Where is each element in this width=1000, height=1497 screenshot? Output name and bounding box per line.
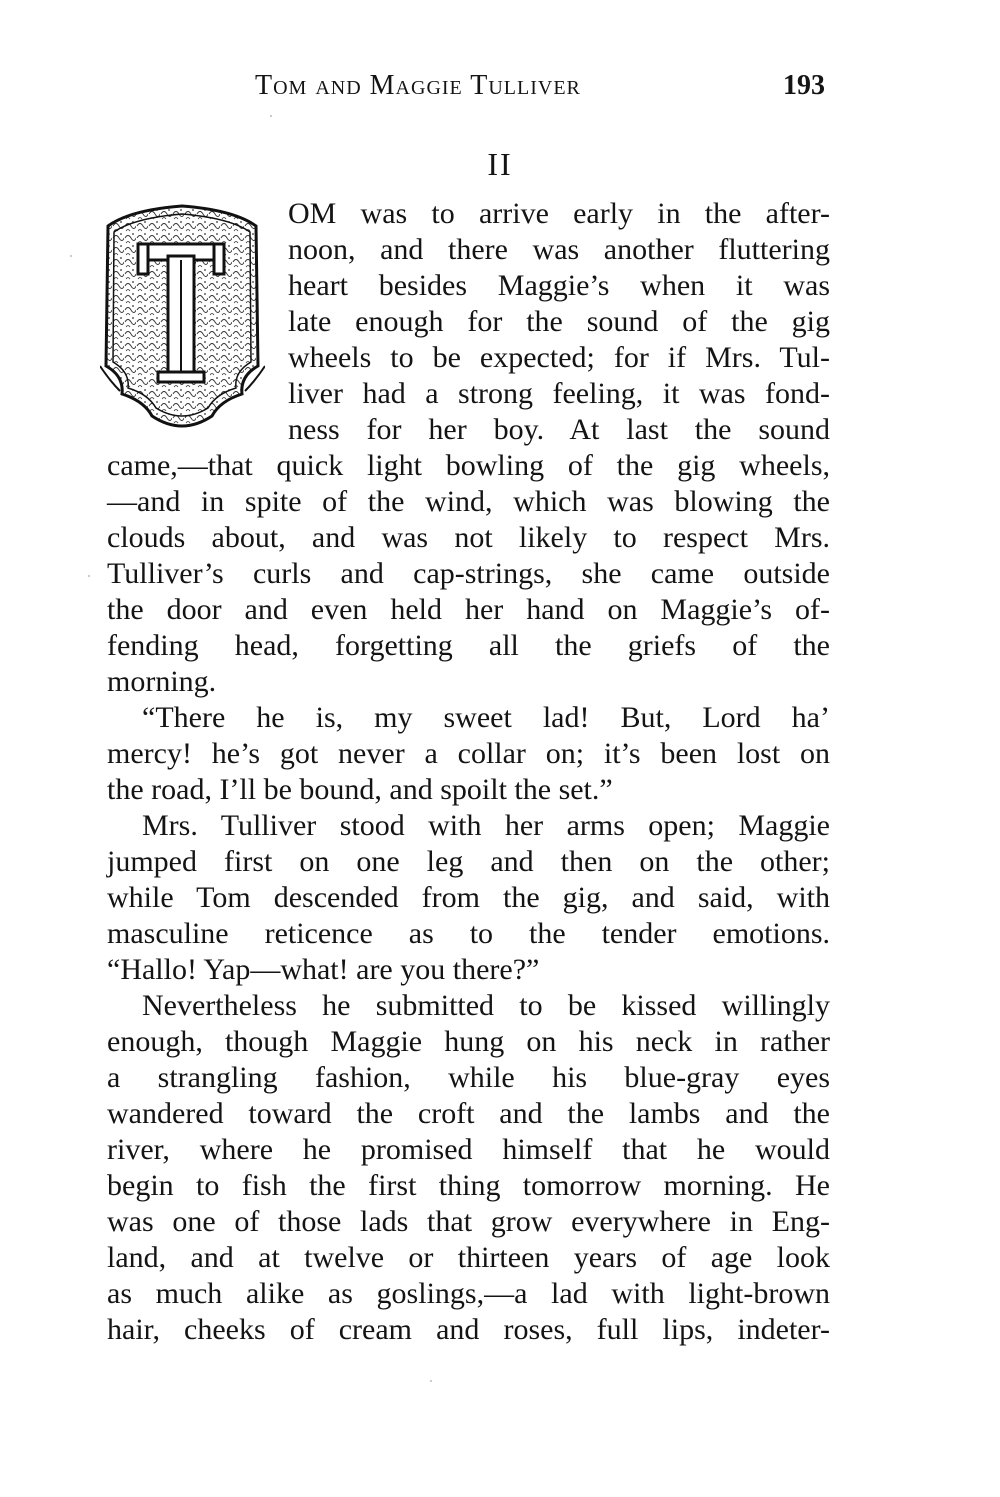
text-line: fending head, forgetting all the griefs of the [107,629,830,662]
text-line: wandered toward the croft and the lambs and the [107,1097,830,1130]
text-line: OM was to arrive early in the after- [288,197,830,230]
page-number: 193 [783,70,825,101]
text-line: noon, and there was another fluttering [288,233,830,266]
text-line: river, where he promised himself that he would [107,1133,830,1166]
paper-speck [88,575,90,577]
text-line: morning. [107,665,217,698]
text-line: the road, I’ll be bound, and spoilt the set.” [107,773,613,806]
text-line: while Tom descended from the gig, and said, with [107,881,830,914]
text-line: mercy! he’s got never a collar on; it’s been lost on [107,737,830,770]
paper-speck [70,255,72,257]
text-line: Tulliver’s curls and cap-strings, she came outside [107,557,830,590]
text-line: Nevertheless he submitted to be kissed willingly [142,989,830,1022]
text-line: was one of those lads that grow everywhere in Eng- [107,1205,830,1238]
text-line: clouds about, and was not likely to respect Mrs. [107,521,830,554]
text-line: the door and even held her hand on Maggie’s of- [107,593,830,626]
text-line: —and in spite of the wind, which was blowing the [107,485,830,518]
text-line: late enough for the sound of the gig [288,305,830,338]
text-line: “There he is, my sweet lad! But, Lord ha’ [142,701,830,734]
running-header [0,70,1000,110]
text-line: enough, though Maggie hung on his neck in rather [107,1025,830,1058]
chapter-number: II [487,146,513,182]
text-line: land, and at twelve or thirteen years of age look [107,1241,830,1274]
text-line: jumped first on one leg and then on the other; [107,845,830,878]
text-line: Mrs. Tulliver stood with her arms open; Maggie [142,809,830,842]
text-line: hair, cheeks of cream and roses, full lips, indeter- [107,1313,830,1346]
ornamental-dropcap-icon [100,196,265,441]
text-line: ness for her boy. At last the sound [288,413,830,446]
text-line: wheels to be expected; for if Mrs. Tul- [288,341,830,374]
paper-speck [430,1380,432,1382]
text-line: a strangling fashion, while his blue-gray eyes [107,1061,830,1094]
text-line: liver had a strong feeling, it was fond- [288,377,830,410]
text-line: begin to fish the first thing tomorrow morning. He [107,1169,830,1202]
paper-speck [270,115,272,117]
text-line: masculine reticence as to the tender emotions. [107,917,830,950]
text-line: “Hallo! Yap—what! are you there?” [107,953,540,986]
running-title: Tom and Maggie Tulliver [255,70,581,101]
text-line: as much alike as goslings,—a lad with light-brown [107,1277,830,1310]
text-line: heart besides Maggie’s when it was [288,269,830,302]
text-line: came,—that quick light bowling of the gig wheels, [107,449,830,482]
